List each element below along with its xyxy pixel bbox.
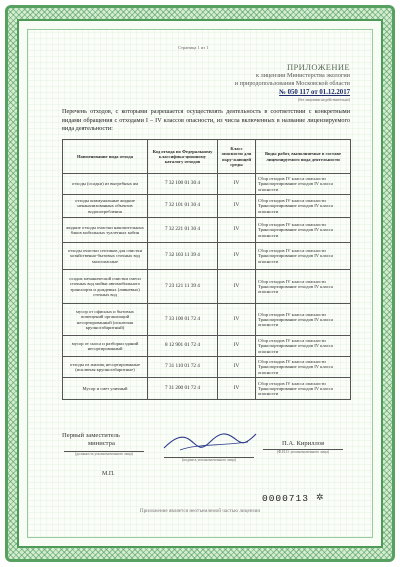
license-number: № 050 117 от 01.12.2017 — [279, 89, 350, 96]
signer-position-line-2: министра — [88, 440, 115, 447]
table-row — [63, 304, 351, 336]
seal-label: М.П. — [102, 471, 115, 477]
table-row — [63, 357, 351, 378]
hazard-class-cell: IV — [218, 304, 256, 336]
hazard-class-cell: IV — [218, 174, 256, 195]
header-activities: Виды работ, выполняемые в составе лицензируемого вида деятельности — [256, 140, 351, 174]
waste-code-cell: 7 33 100 01 72 4 — [148, 304, 218, 336]
table-row — [63, 336, 351, 357]
name-caption: (Ф.И.О. уполномоченного лица) — [263, 449, 343, 454]
activities-cell: Сбор отходов IV класса опасности Транспортирование отходов IV класса опасности — [256, 336, 351, 357]
waste-name-cell: осадок механической очистки смеси сточных вод мойки автомобильного транспорта и дождевых (ливневых) сточных вод — [63, 270, 148, 304]
hazard-class-cell: IV — [218, 195, 256, 218]
waste-code-cell: 7 31 200 01 72 4 — [148, 378, 218, 400]
table-row — [63, 378, 351, 400]
activities-cell: Сбор отходов IV класса опасности Транспортирование отходов IV класса опасности — [256, 357, 351, 378]
hazard-class-cell: IV — [218, 243, 256, 270]
waste-name-cell: отходы (осадки) из выгребных ям — [63, 174, 148, 195]
table-row — [63, 218, 351, 243]
signature-caption: (подпись уполномоченного лица) — [164, 457, 254, 462]
hazard-class-cell: IV — [218, 270, 256, 304]
handwritten-signature — [160, 428, 260, 456]
waste-code-cell: 7 32 100 01 30 4 — [148, 174, 218, 195]
header-waste-name: Наименование вида отхода — [63, 140, 148, 174]
activities-cell: Сбор отходов IV класса опасности Транспортирование отходов IV класса опасности — [256, 174, 351, 195]
table-header-row — [63, 140, 351, 174]
table-row — [63, 195, 351, 218]
appendix-title: ПРИЛОЖЕНИЕ — [287, 62, 350, 72]
appendix-line-1: к лицензии Министерства экологии — [256, 72, 350, 79]
intro-text: Перечень отходов, с которыми разрешается осуществлять деятельность в соответствии с конкретными видами обращения с отходами I – IV классов опасности, из числа включенных в название лицензируемого вида деятельности: — [62, 108, 350, 133]
table-row — [63, 243, 351, 270]
table-row — [63, 270, 351, 304]
position-caption: (должность уполномоченного лица) — [64, 451, 144, 456]
waste-code-cell: 8 12 901 01 72 4 — [148, 336, 218, 357]
activities-cell: Сбор отходов IV класса опасности Транспортирование отходов IV класса опасности — [256, 195, 351, 218]
activities-cell: Сбор отходов IV класса опасности Транспортирование отходов IV класса опасности — [256, 270, 351, 304]
header-hazard-class: Класс опасности для окру-жающей среды — [218, 140, 256, 174]
signer-position — [62, 432, 120, 448]
hazard-class-cell: IV — [218, 218, 256, 243]
hazard-class-cell: IV — [218, 336, 256, 357]
signer-name: П.А. Кириллов — [282, 440, 325, 447]
header-waste-code: Код отхода по Федеральному классифика-ционному каталогу отходов — [148, 140, 218, 174]
waste-name-cell: отходы очистки септиков для очистки хозяйственно-бытовых сточных вод малоопасные — [63, 243, 148, 270]
activities-cell: Сбор отходов IV класса опасности Транспортирование отходов IV класса опасности — [256, 304, 351, 336]
appendix-line-2: и природопользования Московской области — [234, 80, 350, 87]
waste-code-cell: 7 32 103 11 39 4 — [148, 243, 218, 270]
table-row — [63, 174, 351, 195]
activities-cell: Сбор отходов IV класса опасности Транспортирование отходов IV класса опасности — [256, 243, 351, 270]
activities-cell: Сбор отходов IV класса опасности Транспортирование отходов IV класса опасности — [256, 378, 351, 400]
hazard-class-cell: IV — [218, 357, 256, 378]
activities-cell: Сбор отходов IV класса опасности Транспортирование отходов IV класса опасности — [256, 218, 351, 243]
waste-name-cell: отходы коммунальные жидкие неканализованных объектов водопотребления — [63, 195, 148, 218]
waste-name-cell: мусор от офисных и бытовых помещений организаций несортированный (исключая крупногабаритный) — [63, 304, 148, 336]
waste-code-cell: 7 23 121 11 39 4 — [148, 270, 218, 304]
waste-code-cell: 7 32 101 01 30 4 — [148, 195, 218, 218]
waste-name-cell: мусор от сноса и разборки зданий несортированный — [63, 336, 148, 357]
waste-name-cell: Мусор и смет уличный — [63, 378, 148, 400]
form-number: 0000713 — [262, 493, 309, 504]
footer-note: Приложение является неотъемлемой частью лицензии — [139, 508, 261, 514]
signer-position-line-1: Первый заместитель — [62, 432, 120, 439]
waste-name-cell: отходы из жилищ несортированные (исключая крупногабаритные) — [63, 357, 148, 378]
waste-name-cell: жидкие отходы очистки накопительных баков мобильных туалетных кабин — [63, 218, 148, 243]
hazard-class-cell: IV — [218, 378, 256, 400]
sheet-label: Страница 1 из 1 — [178, 45, 209, 50]
waste-code-cell: 7 32 221 01 30 4 — [148, 218, 218, 243]
snowflake-ornament-icon: ✲ — [316, 492, 324, 502]
waste-table — [62, 139, 351, 400]
license-caption: (без лицензии недействительно) — [297, 98, 350, 102]
waste-code-cell: 7 31 110 01 72 4 — [148, 357, 218, 378]
